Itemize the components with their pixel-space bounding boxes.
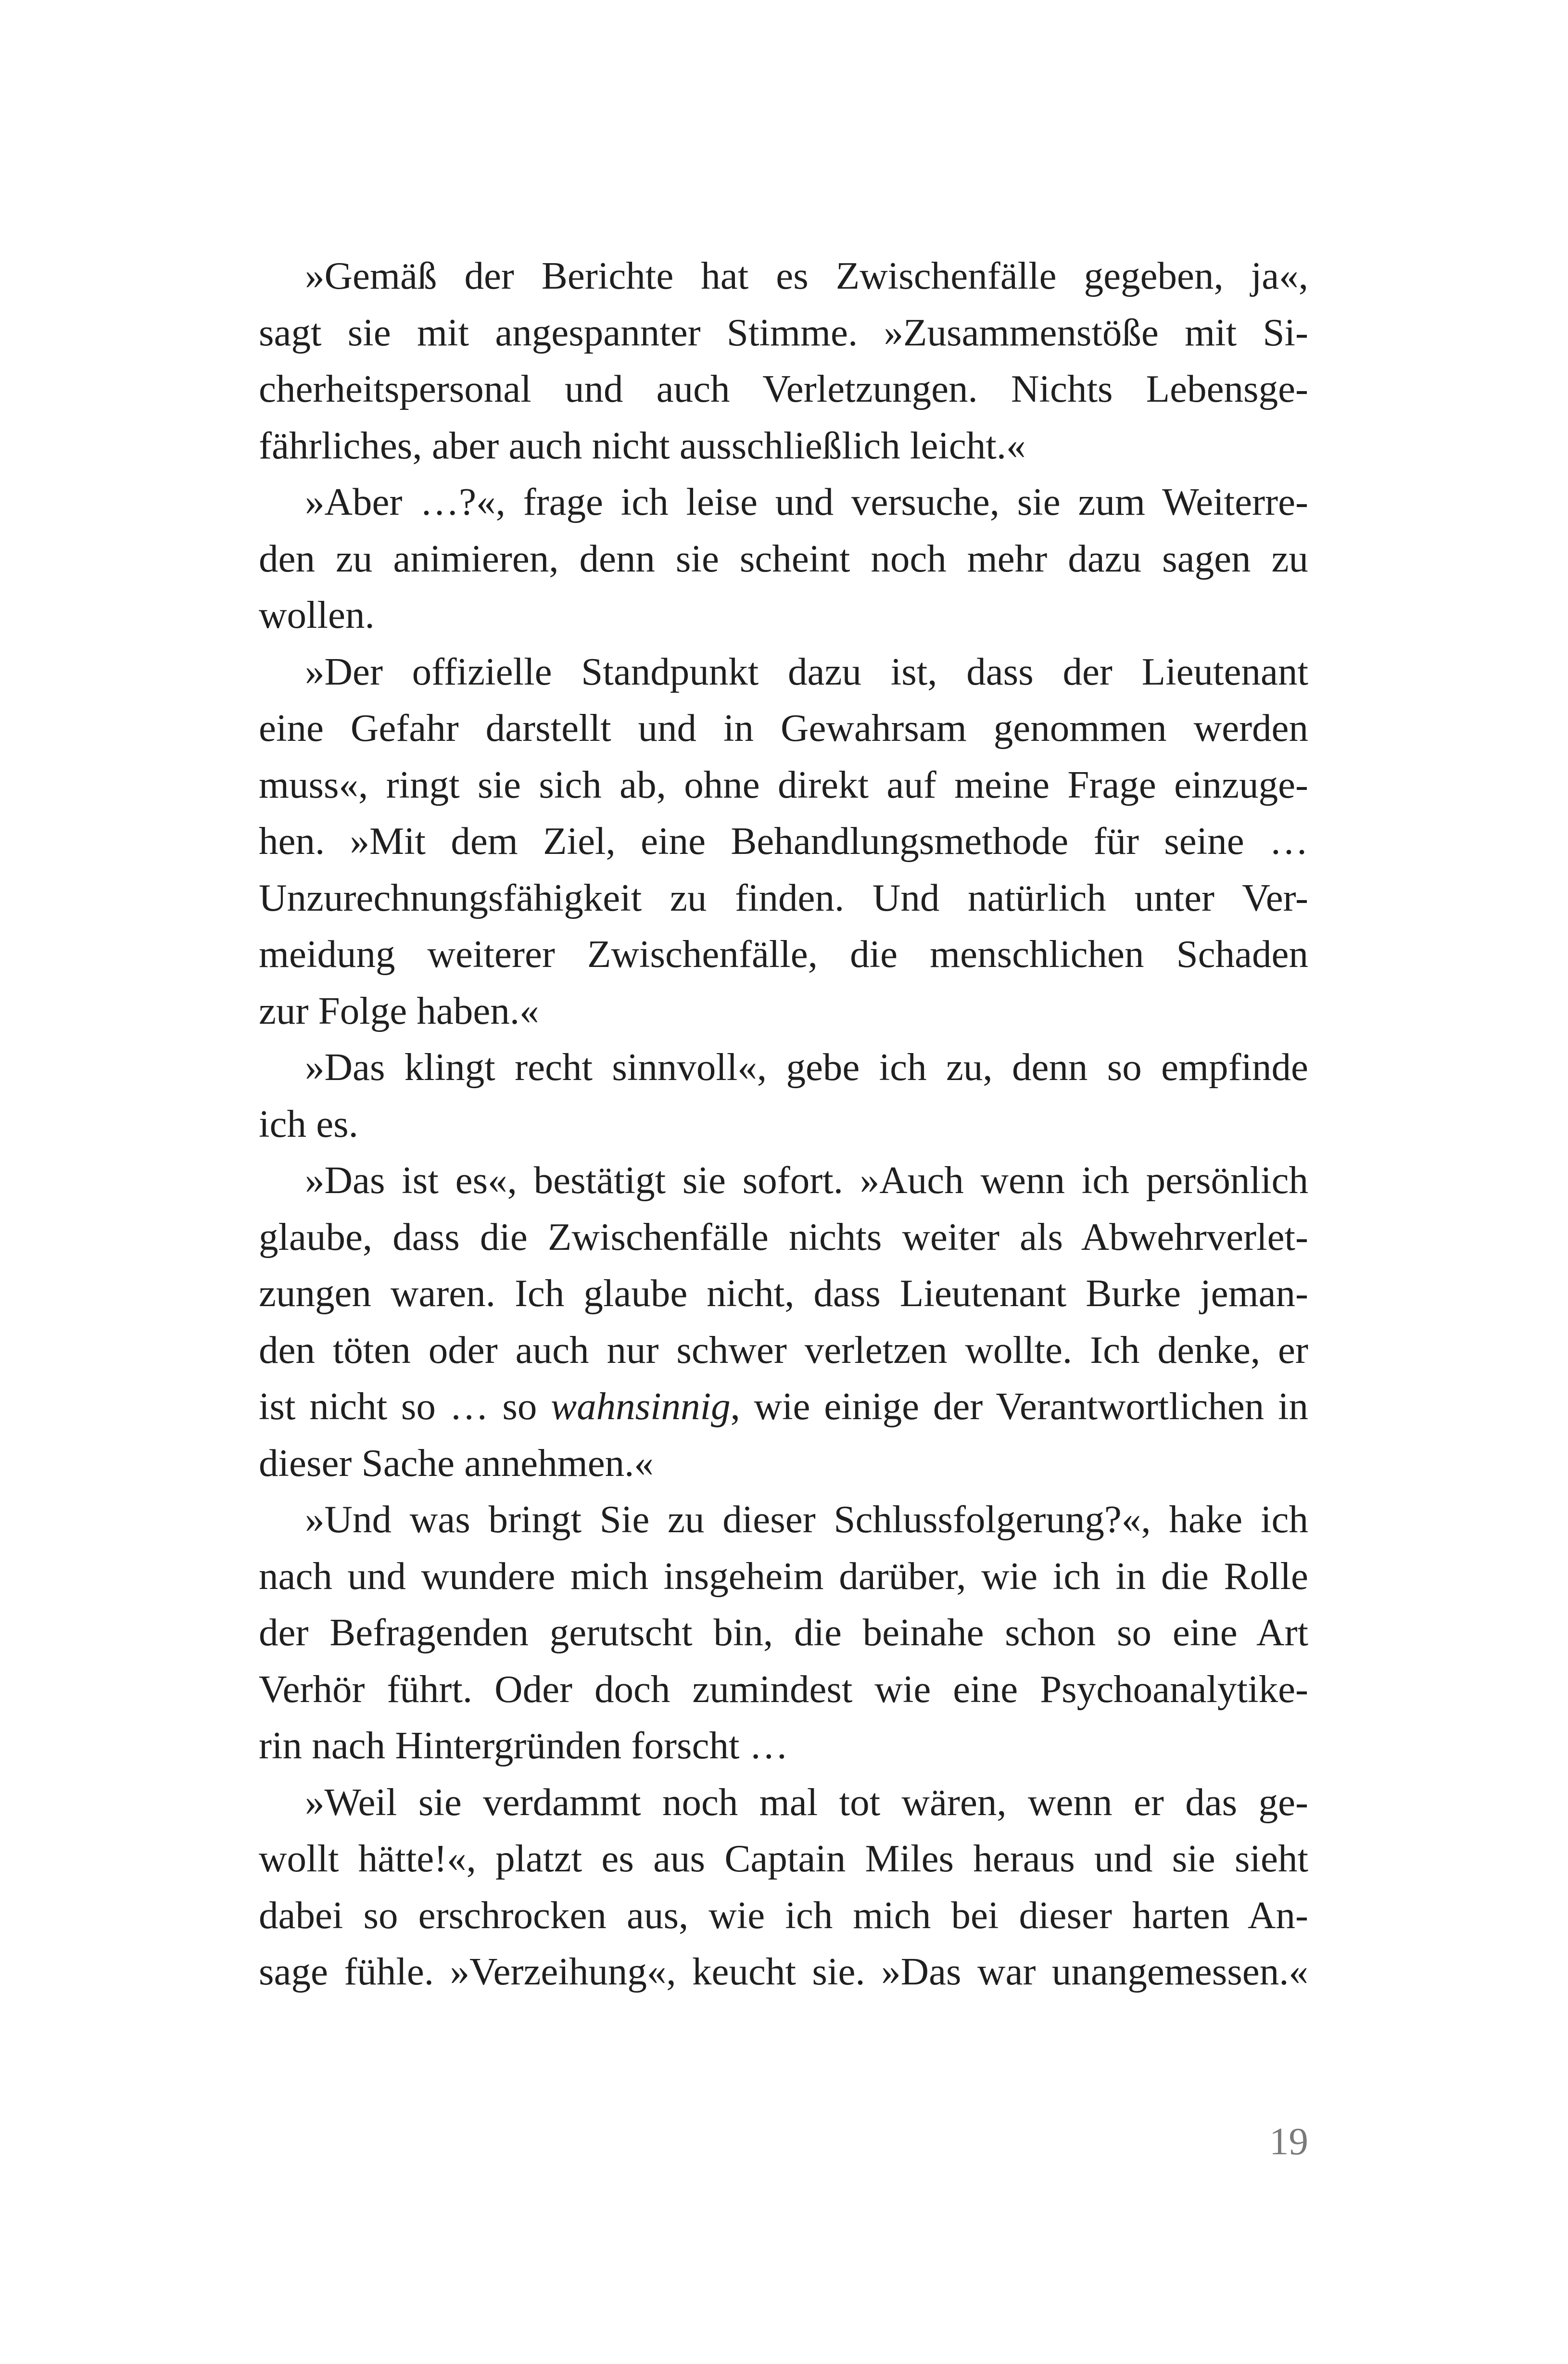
- text-line: glaube, dass die Zwischenfälle nichts weiter als Abwehrverlet-: [259, 1215, 1308, 1258]
- text-line: wollt hätte!«, platzt es aus Captain Miles heraus und sie sieht: [259, 1837, 1308, 1880]
- text-line: ich es.: [259, 1102, 358, 1145]
- text-line: zur Folge haben.«: [259, 989, 539, 1032]
- text-line: »Gemäß der Berichte hat es Zwischenfälle gegeben, ja«,: [305, 254, 1308, 297]
- text-line: »Das klingt recht sinnvoll«, gebe ich zu, denn so empfinde: [305, 1045, 1308, 1089]
- text-line: wollen.: [259, 593, 375, 636]
- text-line: den töten oder auch nur schwer verletzen wollte. Ich denke, er: [259, 1328, 1308, 1372]
- body-text: [259, 248, 1308, 2000]
- emphasis-text: wahnsinnig: [551, 1385, 731, 1428]
- text-line: muss«, ringt sie sich ab, ohne direkt auf meine Frage einzuge-: [259, 763, 1308, 806]
- page-number: 19: [1269, 2120, 1308, 2163]
- text-line: »Und was bringt Sie zu dieser Schlussfolgerung?«, hake ich: [305, 1498, 1308, 1541]
- text-line: sagt sie mit angespannter Stimme. »Zusammenstöße mit Si-: [259, 310, 1308, 354]
- text-line: [259, 1378, 1308, 1435]
- text-line: »Weil sie verdammt noch mal tot wären, wenn er das ge-: [305, 1780, 1308, 1824]
- text-line: cherheitspersonal und auch Verletzungen. Nichts Lebensge-: [259, 367, 1308, 410]
- text-line: Verhör führt. Oder doch zumindest wie eine Psychoanalytike-: [259, 1667, 1308, 1711]
- text-segment: , wie einige der Verantwortlichen in: [730, 1385, 1308, 1428]
- text-line: zungen waren. Ich glaube nicht, dass Lieutenant Burke jeman-: [259, 1271, 1308, 1315]
- text-line: meidung weiterer Zwischenfälle, die menschlichen Schaden: [259, 932, 1308, 976]
- text-line: eine Gefahr darstellt und in Gewahrsam genommen werden: [259, 706, 1308, 750]
- text-line: »Aber …?«, frage ich leise und versuche, sie zum Weiterre-: [305, 480, 1308, 523]
- text-line: sage fühle. »Verzeihung«, keucht sie. »Das war unangemessen.«: [259, 1950, 1308, 1993]
- text-line: rin nach Hintergründen forscht …: [259, 1724, 788, 1767]
- text-line: Unzurechnungsfähigkeit zu finden. Und natürlich unter Ver-: [259, 876, 1308, 919]
- text-line: nach und wundere mich insgeheim darüber, wie ich in die Rolle: [259, 1554, 1308, 1598]
- text-line: dabei so erschrocken aus, wie ich mich bei dieser harten An-: [259, 1893, 1308, 1937]
- text-line: »Der offizielle Standpunkt dazu ist, dass der Lieutenant: [305, 649, 1308, 693]
- text-line: fährliches, aber auch nicht ausschließlich leicht.«: [259, 423, 1026, 467]
- text-segment: ist nicht so … so: [259, 1385, 551, 1428]
- text-line: hen. »Mit dem Ziel, eine Behandlungsmethode für seine …: [259, 819, 1308, 863]
- text-line: »Das ist es«, bestätigt sie sofort. »Auch wenn ich persönlich: [305, 1158, 1308, 1202]
- text-line: der Befragenden gerutscht bin, die beinahe schon so eine Art: [259, 1611, 1308, 1654]
- text-line: den zu animieren, denn sie scheint noch mehr dazu sagen zu: [259, 536, 1308, 580]
- text-line: dieser Sache annehmen.«: [259, 1441, 654, 1485]
